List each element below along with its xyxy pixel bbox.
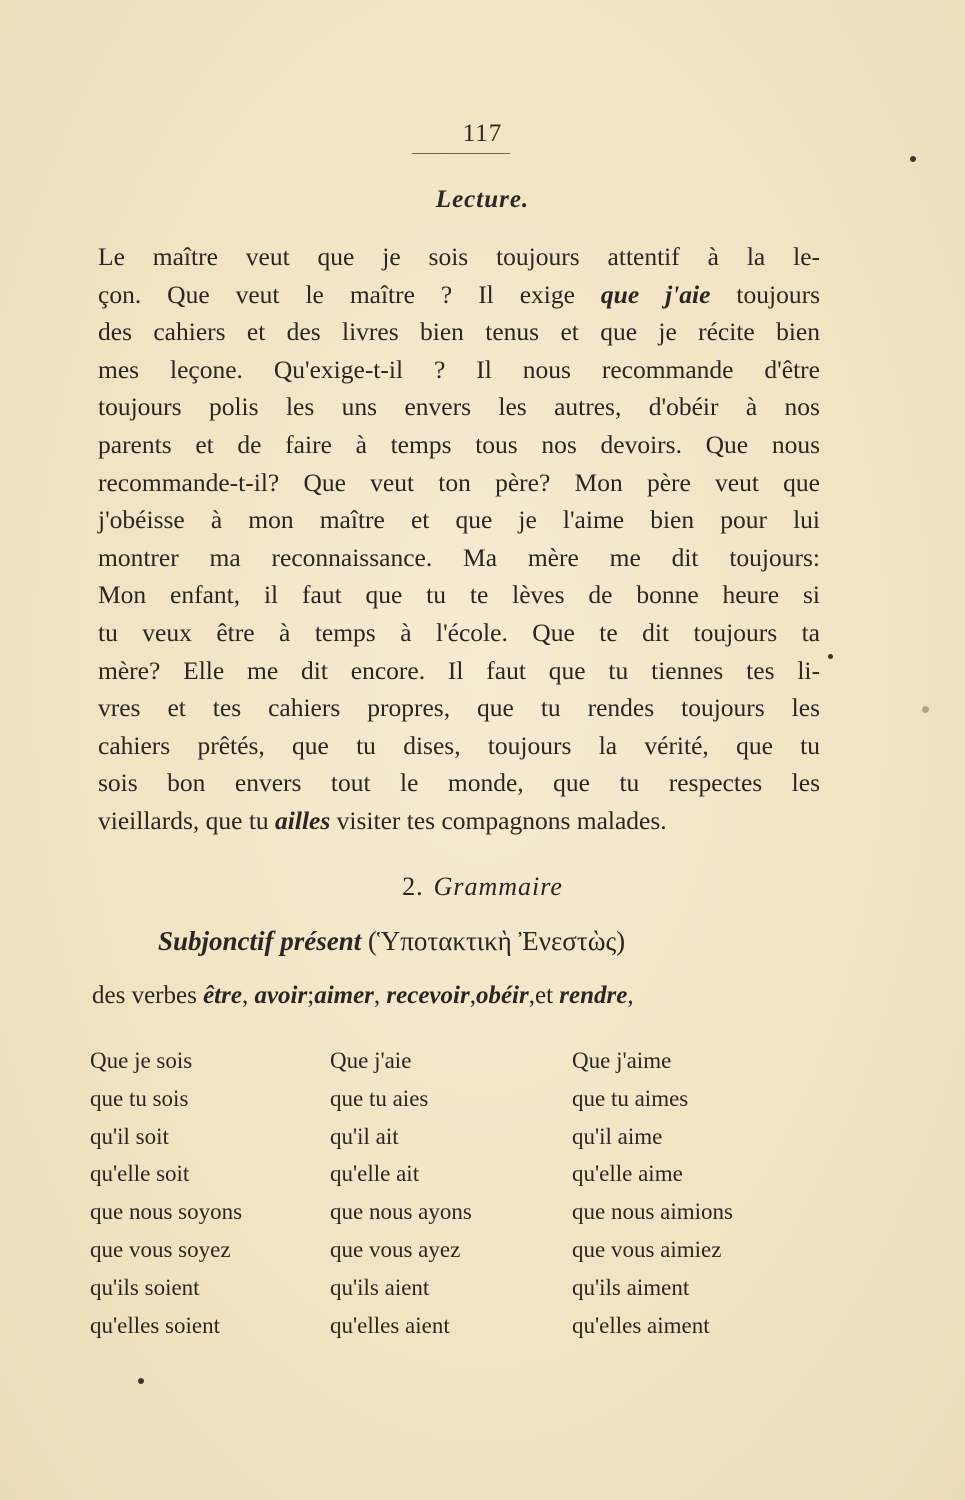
reading-line — [98, 388, 820, 426]
conjugation-avoir-row: qu'elles aient — [330, 1312, 450, 1338]
verb-2: aimer — [314, 982, 374, 1009]
verbs-list-line — [92, 982, 634, 1010]
verb-3: recevoir — [386, 982, 470, 1009]
conjugation-column-avoir — [330, 1042, 472, 1344]
reading-text: toujours — [710, 279, 820, 309]
reading-line — [98, 727, 820, 765]
verb-separator: ; — [307, 982, 315, 1009]
conjugation-etre-row: que tu sois — [90, 1085, 189, 1111]
paper-speck — [910, 156, 916, 162]
page-number-rule — [412, 153, 510, 154]
reading-text: vres et tes cahiers propres, que tu rendes toujours les — [98, 693, 820, 723]
reading-line — [98, 426, 820, 464]
conjugation-etre-row: qu'elles soient — [90, 1312, 220, 1338]
conjugation-aimer-row: qu'elle aime — [572, 1161, 683, 1187]
conjugation-aimer-row: Que j'aime — [572, 1048, 672, 1073]
reading-line — [98, 689, 820, 727]
conjugation-aimer-row: qu'elles aiment — [572, 1312, 710, 1338]
section-title-lecture: Lecture. — [435, 186, 530, 213]
reading-text: sois bon envers tout le monde, que tu respectes les — [98, 768, 820, 798]
reading-text: vieillards, que tu — [98, 805, 276, 835]
reading-text: tu veux être à temps à l'école. Que te dit toujours ta — [98, 617, 820, 647]
reading-text: visiter tes compagnons malades. — [330, 805, 667, 835]
grammar-title: Grammaire — [433, 872, 563, 901]
reading-text: toujours polis les uns envers les autres, d'obéir à nos — [98, 392, 820, 422]
reading-text: cahiers prêtés, que tu dises, toujours la vérité, que tu — [98, 730, 820, 760]
reading-line — [98, 539, 820, 577]
verbs-intro: des verbes — [92, 982, 204, 1009]
verb-separator: , — [373, 982, 387, 1009]
conjugation-avoir-row: qu'ils aient — [330, 1274, 430, 1300]
reading-line — [98, 764, 820, 802]
grammar-section-number: 2. — [402, 872, 424, 901]
grammar-heading — [0, 872, 965, 902]
conjugation-etre-row: que vous soyez — [90, 1236, 231, 1262]
paper-speck — [828, 654, 833, 659]
reading-emphasis: que j'aie — [600, 279, 711, 309]
reading-line — [98, 576, 820, 614]
conjugation-column-aimer — [572, 1042, 733, 1344]
paper-speck — [922, 706, 929, 713]
reading-emphasis: ailles — [275, 805, 331, 835]
conjugation-etre-row: Que je sois — [90, 1048, 193, 1073]
paper-speck — [138, 1378, 144, 1384]
conjugation-etre-row: qu'elle soit — [90, 1161, 190, 1187]
reading-text: parents et de faire à temps tous nos devoirs. Que nous — [98, 429, 820, 459]
verb-separator: , — [241, 982, 255, 1009]
reading-line — [98, 614, 820, 652]
greek-gloss: (Ὑποτακτικὴ Ἐνεστὼς) — [368, 926, 626, 956]
conjugation-avoir-row: que nous ayons — [330, 1199, 472, 1225]
conjugation-etre-row: qu'ils soient — [90, 1274, 200, 1300]
conjugation-etre-row: que nous soyons — [90, 1199, 243, 1225]
verb-4: obéir — [475, 982, 529, 1009]
verb-separator: ,et — [528, 982, 560, 1009]
reading-line — [98, 464, 820, 502]
verb-separator: , — [627, 982, 634, 1009]
conjugation-avoir-row: qu'elle ait — [330, 1161, 420, 1187]
verb-0: être — [203, 982, 242, 1009]
conjugation-avoir-row: Que j'aie — [330, 1048, 412, 1073]
reading-line — [98, 501, 820, 539]
page-number: 117 — [462, 120, 503, 147]
reading-text: Mon enfant, il faut que tu te lèves de bonne heure si — [98, 580, 820, 610]
reading-text: mes leçone. Qu'exige-t-il ? Il nous recommande d'être — [98, 354, 820, 384]
reading-text: j'obéisse à mon maître et que je l'aime bien pour lui — [98, 505, 820, 535]
verb-1: avoir — [254, 982, 308, 1009]
reading-line — [98, 238, 820, 276]
reading-line — [98, 313, 820, 351]
conjugation-aimer-row: qu'il aime — [572, 1123, 663, 1149]
reading-line — [98, 351, 820, 389]
conjugation-avoir-row: qu'il ait — [330, 1123, 399, 1149]
conjugation-avoir-row: que vous ayez — [330, 1236, 461, 1262]
conjugation-aimer-row: que tu aimes — [572, 1085, 689, 1111]
reading-text: montrer ma reconnaissance. Ma mère me dit toujours: — [98, 542, 820, 572]
reading-text: Le maître veut que je sois toujours attentif à la le- — [98, 242, 820, 271]
verb-separator: , — [469, 982, 476, 1009]
reading-text: des cahiers et des livres bien tenus et que je récite bien — [98, 317, 820, 347]
subjunctive-heading — [158, 926, 625, 957]
reading-passage — [98, 238, 820, 840]
reading-line — [98, 652, 820, 690]
reading-text: mère? Elle me dit encore. Il faut que tu tiennes tes li- — [98, 655, 820, 685]
subjunctive-label: Subjonctif présent — [158, 926, 362, 956]
reading-line — [98, 802, 820, 840]
conjugation-aimer-row: que vous aimiez — [572, 1236, 722, 1262]
conjugation-aimer-row: que nous aimions — [572, 1199, 733, 1225]
verb-5: rendre — [559, 982, 628, 1009]
conjugation-aimer-row: qu'ils aiment — [572, 1274, 690, 1300]
conjugation-etre-row: qu'il soit — [90, 1123, 169, 1149]
reading-text: çon. Que veut le maître ? Il exige — [98, 279, 601, 309]
conjugation-column-etre — [90, 1042, 242, 1344]
reading-text: recommande-t-il? Que veut ton père? Mon père veut que — [98, 467, 820, 497]
reading-line — [98, 276, 820, 314]
conjugation-avoir-row: que tu aies — [330, 1085, 429, 1111]
